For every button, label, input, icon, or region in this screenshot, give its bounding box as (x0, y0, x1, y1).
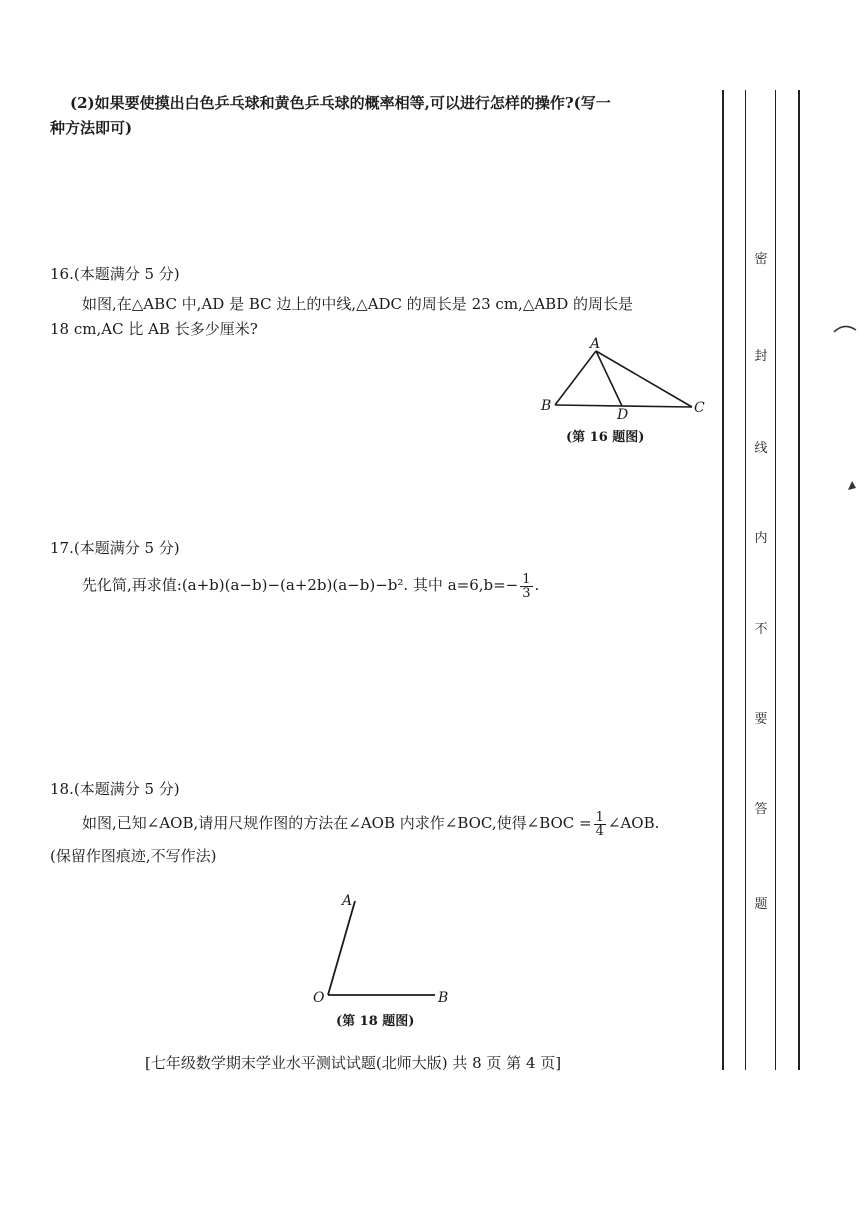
label-a: A (590, 336, 601, 352)
q17-expression: 先化简,再求值:(a+b)(a−b)−(a+2b)(a−b)−b². 其中 a=6,b=− (82, 576, 519, 594)
label-a: A (342, 893, 353, 909)
q17-frac-den: 3 (522, 585, 531, 601)
segment-ac (596, 351, 692, 407)
q18-instruction: 如图,已知∠AOB,请用尺规作图的方法在∠AOB 内求作∠BOC,使得∠BOC = (82, 814, 592, 832)
q15-part2-line2: 种方法即可) (50, 119, 133, 137)
margin-line-4 (798, 90, 800, 1070)
scan-mark-dot (846, 478, 858, 494)
margin-line-3 (775, 90, 776, 1070)
seal-char-5: 不 (754, 622, 768, 637)
q17-fraction (520, 573, 532, 600)
page-footer: [七年级数学期末学业水平测试试题(北师大版) 共 8 页 第 4 页] (145, 1054, 562, 1072)
q18-fraction (594, 811, 606, 838)
q17-header: 17.(本题满分 5 分) (50, 539, 180, 557)
scan-mark-curve (832, 318, 858, 338)
q18-line2: (保留作图痕迹,不写作法) (50, 847, 217, 865)
q17-frac-num: 1 (522, 571, 531, 587)
q18-header: 18.(本题满分 5 分) (50, 780, 180, 798)
q18-angle-figure (300, 885, 470, 1010)
seal-char-4: 内 (754, 531, 768, 546)
segment-ab (555, 351, 596, 405)
q18-line1-end: ∠AOB. (607, 814, 660, 832)
q16-triangle-figure (530, 335, 720, 425)
q18-frac-num: 1 (595, 809, 604, 825)
seal-char-2: 封 (754, 349, 768, 364)
q16-line2: 18 cm,AC 比 AB 长多少厘米? (50, 320, 258, 338)
q16-figure-caption: (第 16 题图) (566, 430, 645, 445)
label-b: B (438, 990, 449, 1006)
seal-char-1: 密 (754, 252, 768, 267)
q18-line1 (82, 808, 659, 838)
seal-char-7: 答 (754, 802, 768, 817)
seal-char-3: 线 (754, 441, 768, 456)
margin-line-2 (745, 90, 746, 1070)
margin-line-1 (722, 90, 724, 1070)
ray-oa (328, 901, 355, 995)
q16-header: 16.(本题满分 5 分) (50, 265, 180, 283)
q15-part2-line1: (2)如果要使摸出白色乒乓球和黄色乒乓球的概率相等,可以进行怎样的操作?(写一 (70, 94, 611, 112)
label-d: D (617, 407, 629, 423)
label-b: B (541, 398, 552, 414)
q17-text (82, 570, 539, 600)
q18-figure-caption: (第 18 题图) (336, 1014, 415, 1029)
q17-end: . (534, 576, 540, 594)
label-c: C (694, 400, 705, 416)
seal-char-6: 要 (754, 712, 768, 727)
label-o: O (313, 990, 325, 1006)
q16-line1: 如图,在△ABC 中,AD 是 BC 边上的中线,△ADC 的周长是 23 cm,△ABD 的周长是 (82, 295, 634, 313)
seal-char-8: 题 (754, 897, 768, 912)
q18-frac-den: 4 (595, 823, 604, 839)
